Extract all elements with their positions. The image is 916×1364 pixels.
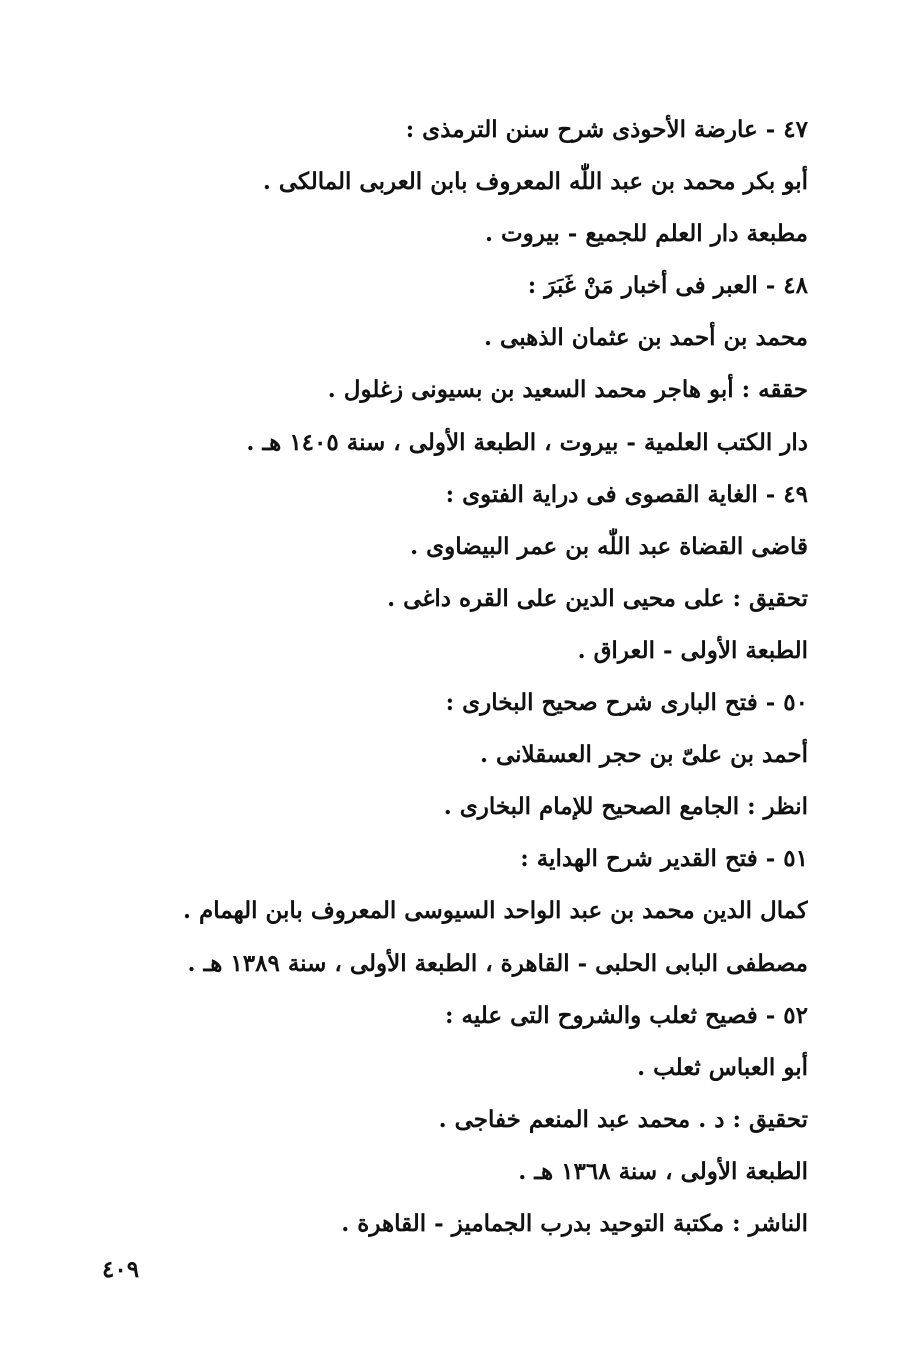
entry-49-edition: الطبعة الأولى - العراق . xyxy=(577,636,808,664)
entry-48-publisher: دار الكتب العلمية - بيروت ، الطبعة الأولى ، سنة ١٤٠٥ هـ . xyxy=(246,428,808,456)
entry-48-editor: حققه : أبو هاجر محمد السعيد بن بسيونى زغلول . xyxy=(327,376,808,404)
entry-52-editor: تحقيق : د . محمد عبد المنعم خفاجى . xyxy=(438,1105,808,1133)
entry-47-publisher: مطبعة دار العلم للجميع - بيروت . xyxy=(484,220,808,248)
entry-48-author: محمد بن أحمد بن عثمان الذهبى . xyxy=(484,324,808,352)
entry-49-author: قاضى القضاة عبد اللّٰه بن عمر البيضاوى . xyxy=(410,532,808,560)
entry-52-publisher: الناشر : مكتبة التوحيد بدرب الجماميز - القاهرة . xyxy=(341,1209,808,1237)
entry-49-editor: تحقيق : على محيى الدين على القره داغى . xyxy=(387,584,808,612)
page-number: ٤٠٩ xyxy=(102,1256,140,1283)
entry-49-title: ٤٩ - الغاية القصوى فى دراية الفتوى : xyxy=(445,480,808,508)
entry-47-title: ٤٧ - عارضة الأحوذى شرح سنن الترمذى : xyxy=(405,116,808,143)
bibliography-list xyxy=(108,104,808,1250)
entry-52-edition: الطبعة الأولى ، سنة ١٣٦٨ هـ . xyxy=(518,1157,808,1185)
entry-51-author: كمال الدين محمد بن عبد الواحد السيوسى المعروف بابن الهمام . xyxy=(182,897,808,925)
entry-52-title: ٥٢ - فصيح ثعلب والشروح التى عليه : xyxy=(444,1001,808,1029)
entry-50-author: أحمد بن علىّ بن حجر العسقلانى . xyxy=(479,741,808,769)
entry-50-reference: انظر : الجامع الصحيح للإمام البخارى . xyxy=(443,793,808,821)
entry-48-title: ٤٨ - العبر فى أخبار مَنْ غَبَرَ : xyxy=(527,272,808,300)
entry-47-author: أبو بكر محمد بن عبد اللّٰه المعروف بابن العربى المالكى . xyxy=(262,168,808,196)
entry-51-title: ٥١ - فتح القدير شرح الهداية : xyxy=(520,845,808,873)
entry-50-title: ٥٠ - فتح البارى شرح صحيح البخارى : xyxy=(445,689,808,717)
entry-51-publisher: مصطفى البابى الحلبى - القاهرة ، الطبعة الأولى ، سنة ١٣٨٩ هـ . xyxy=(187,949,808,977)
entry-52-author: أبو العباس ثعلب . xyxy=(637,1053,808,1081)
